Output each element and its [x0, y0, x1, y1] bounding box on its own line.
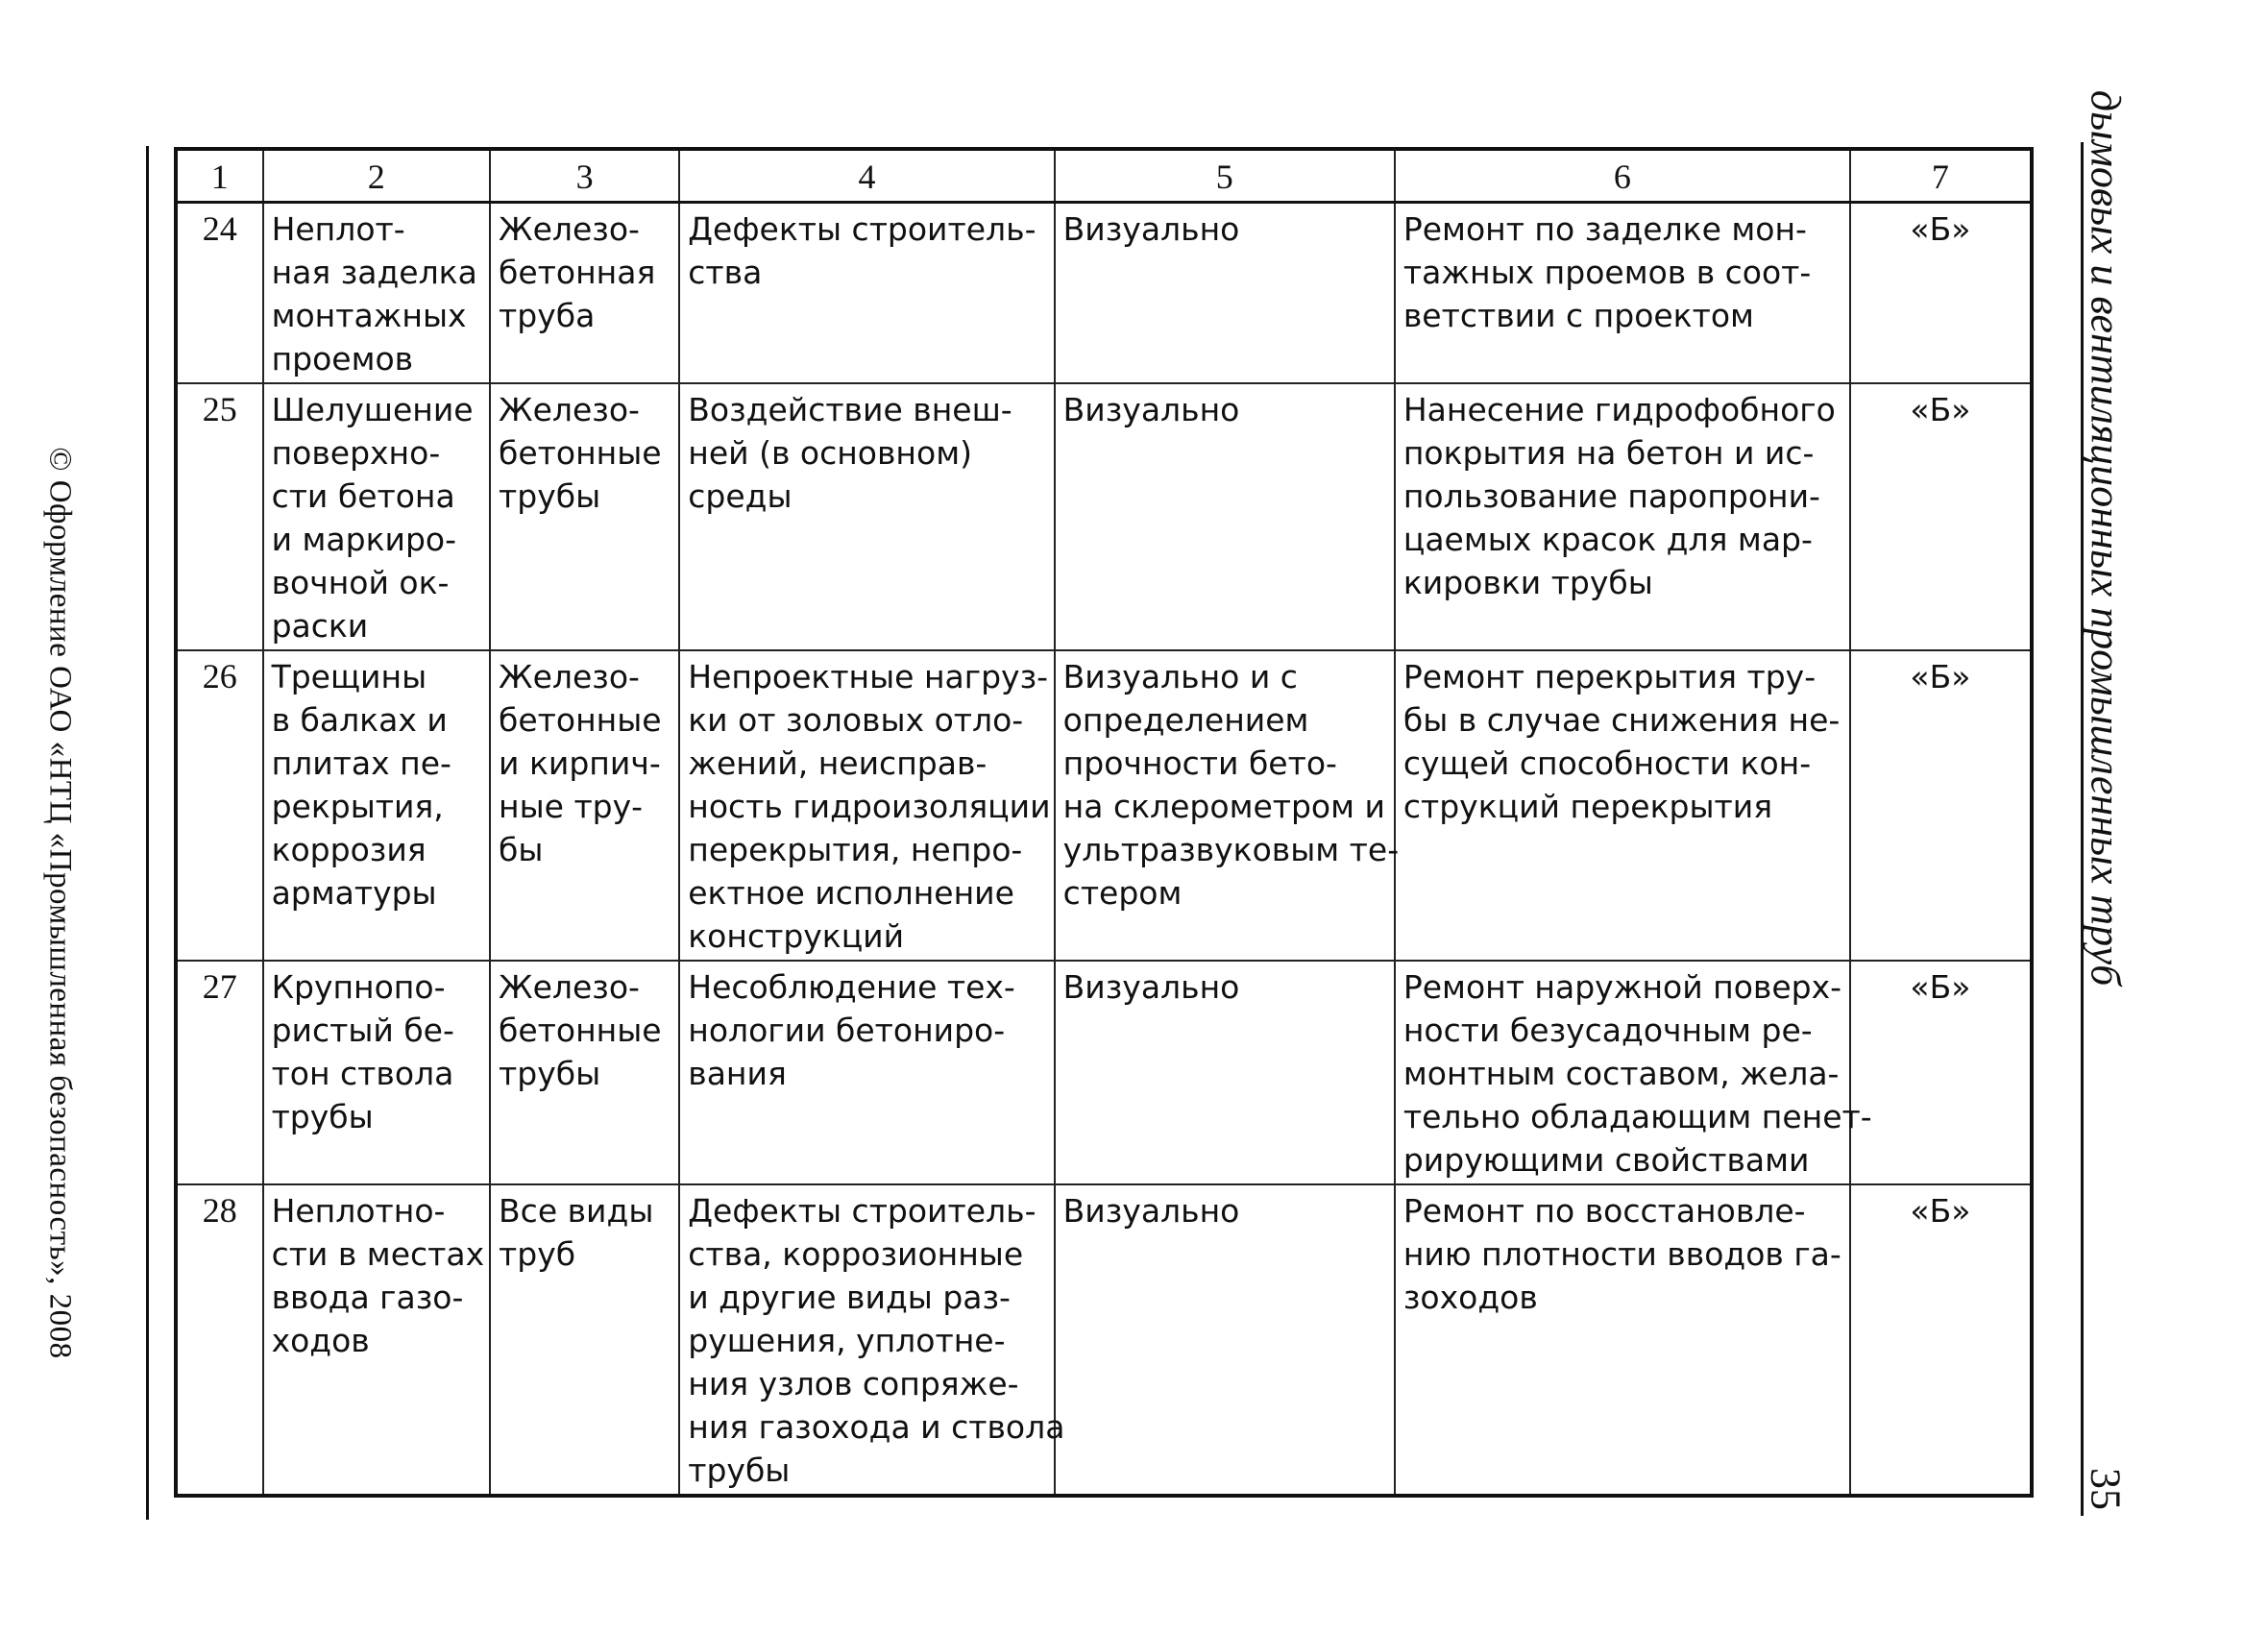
remedy-line: пользование паропрони-	[1402, 477, 1820, 515]
cause-cell	[679, 203, 1054, 384]
method-cell	[1055, 203, 1395, 384]
object-line: труб	[499, 1235, 576, 1273]
defect-line: Неплот-	[271, 210, 405, 248]
row-number-cell: 27	[176, 961, 263, 1184]
remedy-line: ности безусадочным ре-	[1402, 1012, 1813, 1049]
object-line: бетонная	[499, 254, 656, 291]
cause-line: ния узлов сопряже-	[688, 1365, 1019, 1402]
method-cell	[1055, 383, 1395, 650]
remedy-line: бы в случае снижения не-	[1402, 701, 1841, 739]
defect-line: монтажных	[271, 297, 467, 334]
defect-cell	[263, 650, 490, 961]
category-cell: «Б»	[1850, 650, 2032, 961]
object-cell	[490, 1184, 679, 1496]
remedy-line: Ремонт по восстановле-	[1402, 1192, 1806, 1230]
row-number-cell: 25	[176, 383, 263, 650]
object-line: Железо-	[499, 391, 640, 428]
cause-cell	[679, 383, 1054, 650]
remedy-line: струкций перекрытия	[1402, 788, 1773, 825]
cause-line: ность гидроизоляции	[688, 788, 1051, 825]
method-line: Визуально	[1062, 391, 1240, 428]
defect-line: трубы	[271, 1098, 374, 1135]
remedy-line: Нанесение гидрофобного	[1402, 391, 1836, 428]
remedy-line: нию плотности вводов га-	[1402, 1235, 1841, 1273]
defect-line: ная заделка	[271, 254, 477, 291]
defect-line: сти в местах	[271, 1235, 485, 1273]
remedy-cell	[1395, 383, 1850, 650]
object-line: Железо-	[499, 210, 640, 248]
table-row	[176, 383, 2032, 650]
remedy-line: Ремонт по заделке мон-	[1402, 210, 1807, 248]
object-line: и кирпич-	[499, 744, 661, 782]
page-number: 35	[2082, 1468, 2130, 1510]
defect-line: рекрытия,	[271, 788, 444, 825]
remedy-line: Ремонт наружной поверх-	[1402, 968, 1842, 1006]
category-cell: «Б»	[1850, 961, 2032, 1184]
remedy-line: ветствии с проектом	[1402, 297, 1754, 334]
right-margin-rule	[2081, 142, 2084, 1516]
cause-line: Воздействие внеш-	[688, 391, 1012, 428]
defect-cell	[263, 1184, 490, 1496]
method-line: Визуально и с	[1062, 658, 1298, 695]
method-line: прочности бето-	[1062, 744, 1337, 782]
row-number-cell: 24	[176, 203, 263, 384]
method-line: определением	[1062, 701, 1309, 739]
method-line: Визуально	[1062, 1192, 1240, 1230]
running-title: дымовых и вентиляционных промышленных труб	[2082, 89, 2130, 987]
cause-line: ства, коррозионные	[688, 1235, 1024, 1273]
defect-line: плитах пе-	[271, 744, 451, 782]
cause-line: ектное исполнение	[688, 874, 1014, 912]
object-line: ные тру-	[499, 788, 644, 825]
defect-line: Шелушение	[271, 391, 474, 428]
object-line: бетонные	[499, 701, 662, 739]
remedy-line: монтным составом, жела-	[1402, 1055, 1840, 1092]
defect-line: Неплотно-	[271, 1192, 446, 1230]
object-line: бы	[499, 831, 544, 868]
column-header: 7	[1850, 149, 2032, 203]
cause-line: ства	[688, 254, 763, 291]
cause-line: рушения, уплотне-	[688, 1322, 1006, 1359]
defect-line: в балках и	[271, 701, 448, 739]
object-line: труба	[499, 297, 596, 334]
table-row	[176, 650, 2032, 961]
defect-line: сти бетона	[271, 477, 455, 515]
header-row	[176, 149, 2032, 203]
column-header: 5	[1055, 149, 1395, 203]
defects-table	[174, 147, 2034, 1498]
defect-line: коррозия	[271, 831, 427, 868]
remedy-line: покрытия на бетон и ис-	[1402, 434, 1815, 472]
method-cell	[1055, 650, 1400, 961]
object-cell	[490, 650, 679, 961]
column-header: 6	[1395, 149, 1850, 203]
method-line: ультразвуковым те-	[1062, 831, 1400, 868]
defect-line: арматуры	[271, 874, 437, 912]
remedy-line: рирующими свойствами	[1402, 1141, 1810, 1179]
object-line: бетонные	[499, 1012, 662, 1049]
method-line: на склерометром и	[1062, 788, 1385, 825]
cause-line: Непроектные нагруз-	[688, 658, 1049, 695]
cause-line: Несоблюдение тех-	[688, 968, 1015, 1006]
remedy-line: тажных проемов в соот-	[1402, 254, 1812, 291]
remedy-line: кировки трубы	[1402, 564, 1653, 601]
defect-line: и маркиро-	[271, 521, 456, 558]
column-header: 1	[176, 149, 263, 203]
remedy-cell	[1395, 1184, 1850, 1496]
remedy-line: Ремонт перекрытия тру-	[1402, 658, 1817, 695]
defect-line: вочной ок-	[271, 564, 450, 601]
object-cell	[490, 203, 679, 384]
cause-line: Дефекты строитель-	[688, 210, 1036, 248]
object-line: Железо-	[499, 658, 640, 695]
method-line: Визуально	[1062, 968, 1240, 1006]
remedy-line: цаемых красок для мар-	[1402, 521, 1813, 558]
method-line: Визуально	[1062, 210, 1240, 248]
cause-line: трубы	[688, 1451, 791, 1489]
method-cell	[1055, 1184, 1395, 1496]
defect-line: раски	[271, 607, 369, 645]
cause-cell	[679, 650, 1054, 961]
remedy-line: тельно обладающим пенет-	[1402, 1098, 1872, 1135]
defect-cell	[263, 961, 490, 1184]
column-header: 3	[490, 149, 679, 203]
remedy-cell	[1395, 650, 1850, 961]
object-cell	[490, 961, 679, 1184]
cause-line: среды	[688, 477, 793, 515]
remedy-line: сущей способности кон-	[1402, 744, 1812, 782]
row-number-cell: 28	[176, 1184, 263, 1496]
defect-line: ввода газо-	[271, 1279, 464, 1316]
defect-line: поверхно-	[271, 434, 441, 472]
remedy-cell	[1395, 961, 1872, 1184]
object-line: Все виды	[499, 1192, 654, 1230]
cause-cell	[679, 1184, 1065, 1496]
column-header: 4	[679, 149, 1054, 203]
cause-cell	[679, 961, 1054, 1184]
cause-line: ки от золовых отло-	[688, 701, 1024, 739]
table-row	[176, 203, 2032, 384]
cause-line: Дефекты строитель-	[688, 1192, 1036, 1230]
object-line: трубы	[499, 1055, 601, 1092]
defect-cell	[263, 203, 490, 384]
category-cell: «Б»	[1850, 1184, 2032, 1496]
object-line: Железо-	[499, 968, 640, 1006]
cause-line: вания	[688, 1055, 787, 1092]
defect-line: Трещины	[271, 658, 427, 695]
remedy-cell	[1395, 203, 1850, 384]
object-line: бетонные	[499, 434, 662, 472]
category-cell: «Б»	[1850, 203, 2032, 384]
defect-line: проемов	[271, 340, 414, 378]
table-row	[176, 1184, 2032, 1496]
cause-line: жений, неисправ-	[688, 744, 988, 782]
left-margin-rule	[146, 146, 149, 1520]
object-cell	[490, 383, 679, 650]
table-body	[176, 203, 2032, 1497]
defect-line: Крупнопо-	[271, 968, 446, 1006]
method-line: стером	[1062, 874, 1183, 912]
column-header: 2	[263, 149, 490, 203]
copyright-text: © Оформление ОАО «НТЦ «Промышленная безопасность», 2008	[42, 447, 78, 1359]
remedy-line: зоходов	[1402, 1279, 1538, 1316]
defect-cell	[263, 383, 490, 650]
cause-line: ния газохода и ствола	[688, 1408, 1065, 1446]
object-line: трубы	[499, 477, 601, 515]
defect-line: ристый бе-	[271, 1012, 454, 1049]
cause-line: конструкций	[688, 917, 905, 955]
method-cell	[1055, 961, 1395, 1184]
defect-line: тон ствола	[271, 1055, 454, 1092]
cause-line: и другие виды раз-	[688, 1279, 1011, 1316]
table-row	[176, 961, 2032, 1184]
defect-line: ходов	[271, 1322, 370, 1359]
cause-line: нологии бетониро-	[688, 1012, 1006, 1049]
cause-line: ней (в основном)	[688, 434, 972, 472]
cause-line: перекрытия, непро-	[688, 831, 1023, 868]
row-number-cell: 26	[176, 650, 263, 961]
category-cell: «Б»	[1850, 383, 2032, 650]
